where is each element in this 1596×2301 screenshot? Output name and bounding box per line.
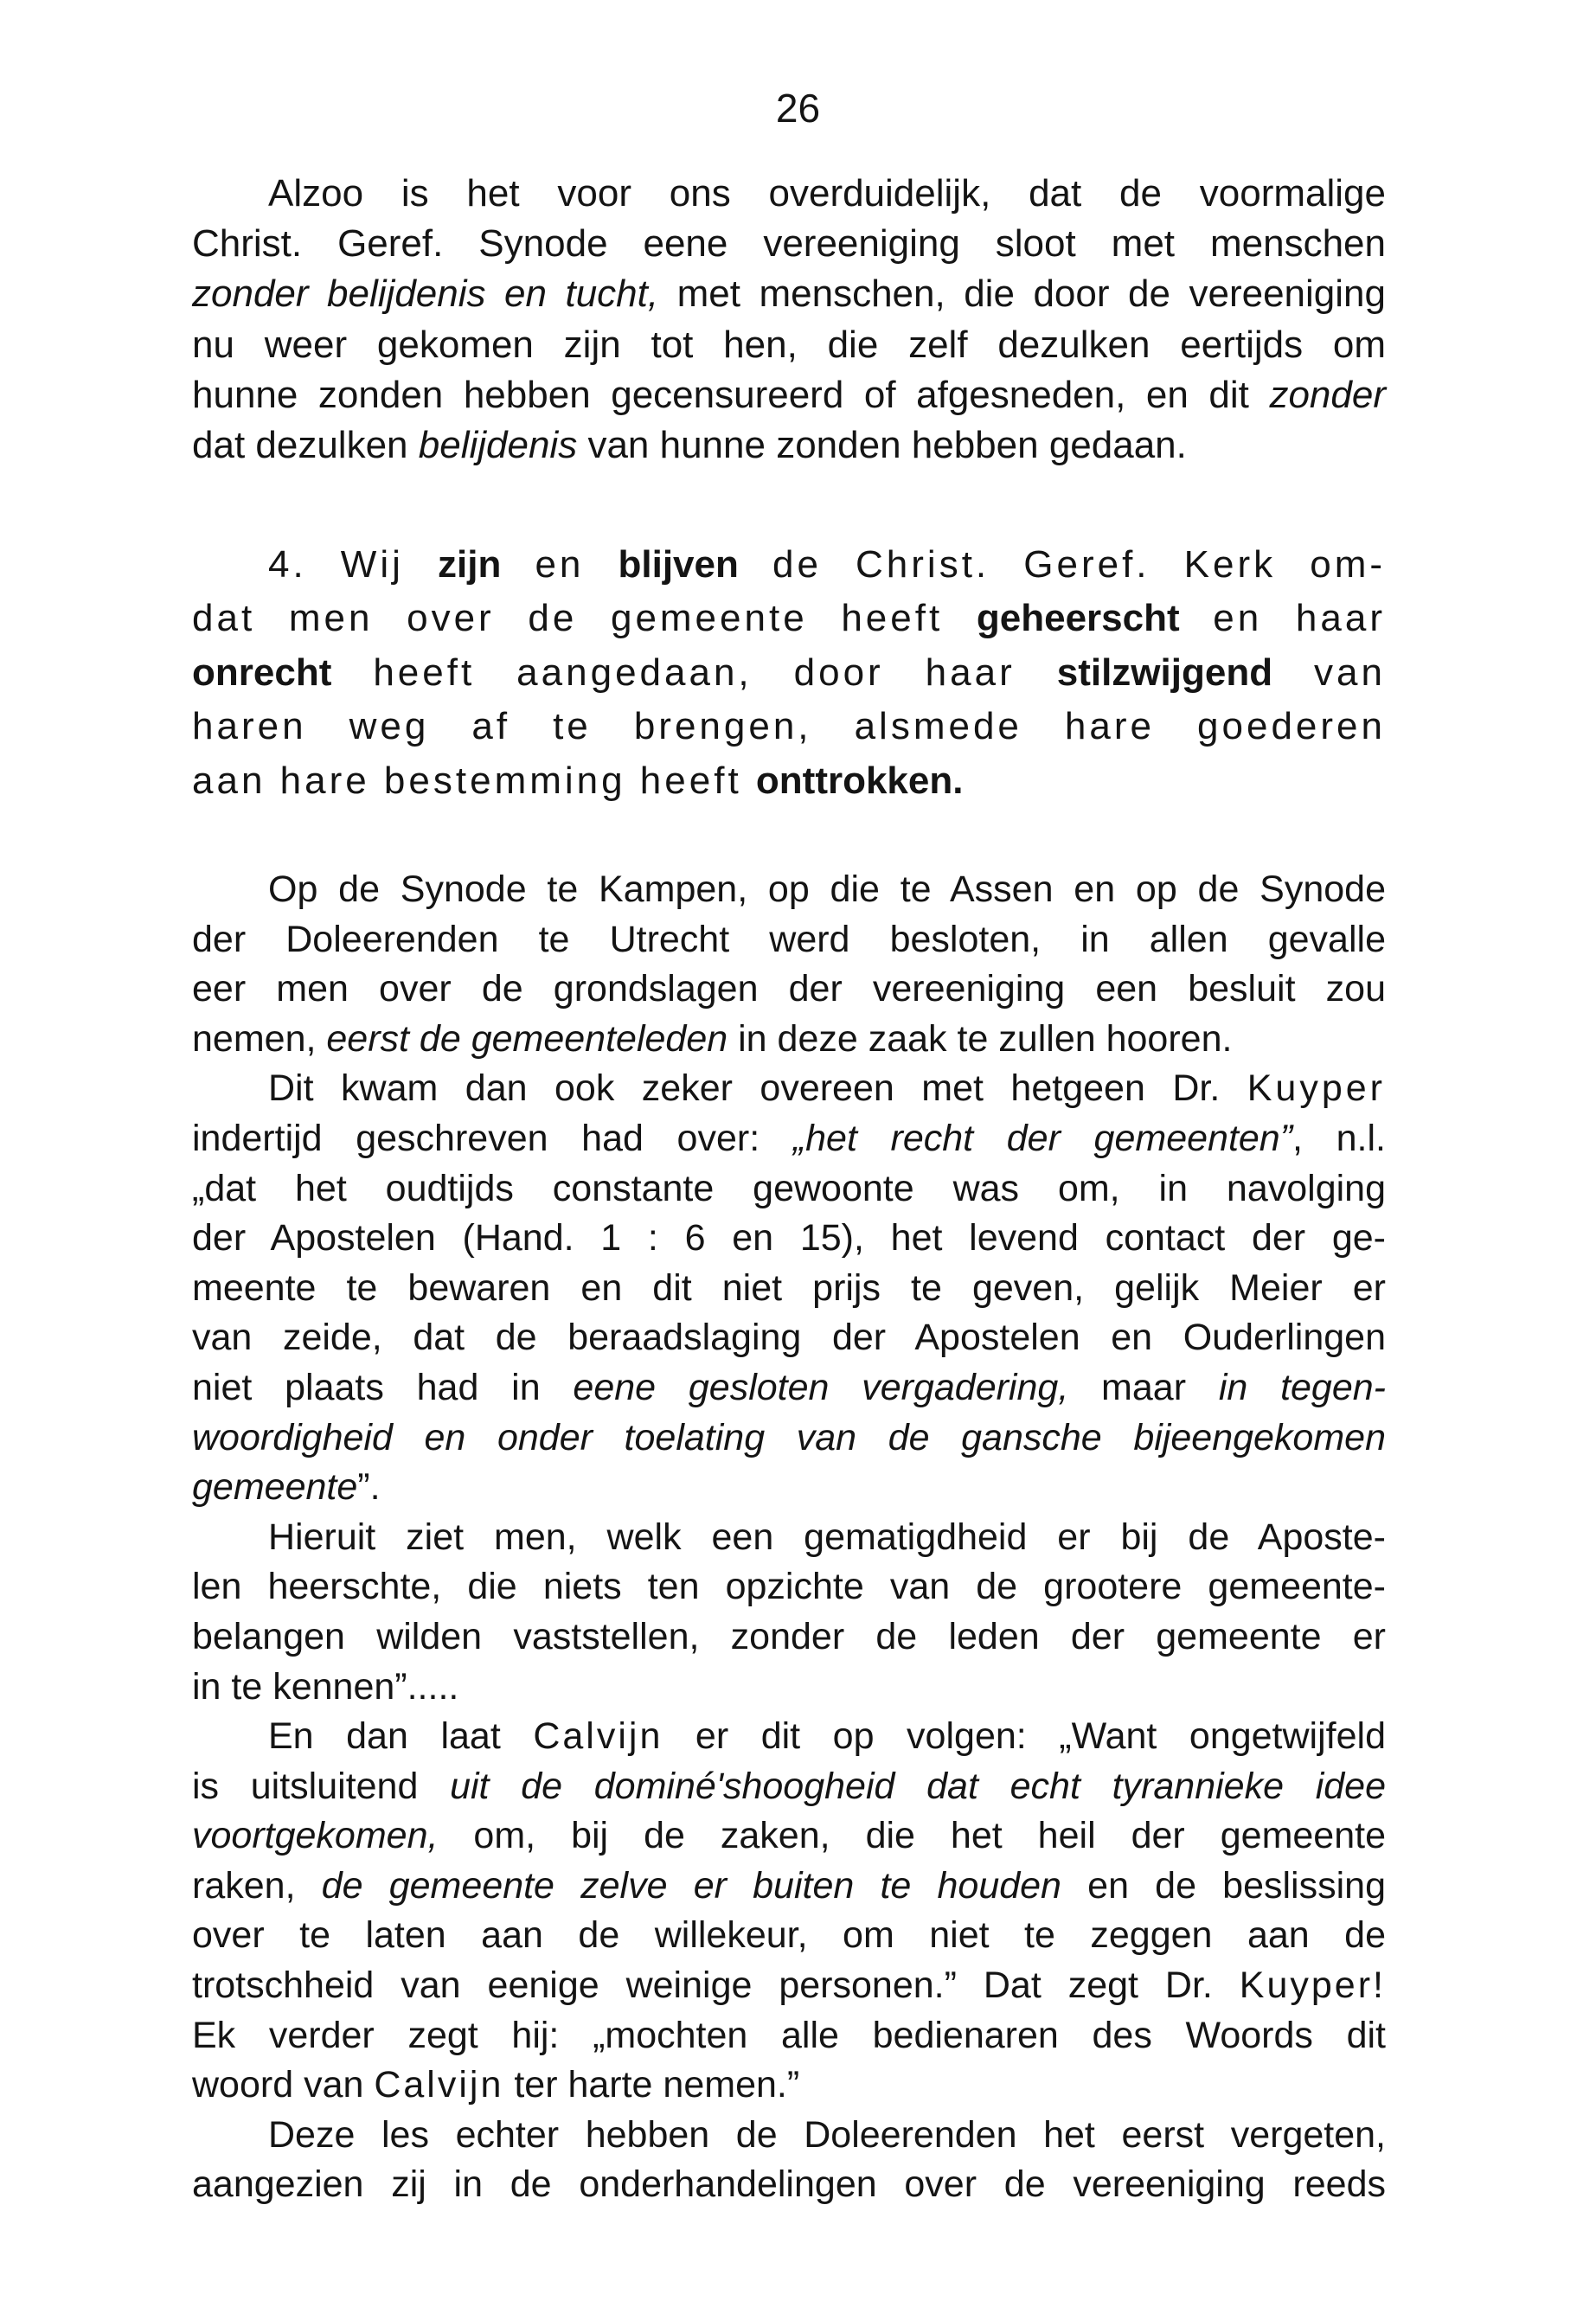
emphasis: uit de dominé'shoogheid dat echt tyrannieke idee — [450, 1765, 1386, 1807]
emphasis: eene gesloten vergadering, — [573, 1366, 1069, 1408]
text-span: En dan laat — [268, 1715, 534, 1758]
text-line: over te laten aan de willekeur, om niet te zeggen aan de — [192, 1914, 1386, 1957]
emphasis: gemeente — [192, 1466, 358, 1509]
bold-text: onttrokken. — [755, 759, 964, 802]
paragraph-1 — [192, 169, 1386, 471]
bold-text: geheerscht — [976, 597, 1180, 640]
text-line: Hieruit ziet men, welk een gematigdheid er bij de Aposte- — [268, 1516, 1386, 1558]
text-span: er dit op volgen: „Want ongetwijfeld — [663, 1715, 1386, 1758]
bold-text: stilzwijgend — [1056, 651, 1273, 694]
text-span: trotschheid van eenige weinige personen.” Dat zegt Dr. — [192, 1965, 1240, 2007]
spaced-name: Kuyper! — [1239, 1965, 1386, 2007]
text-span: hunne zonden hebben gecensureerd of afgesneden, en dit — [192, 373, 1270, 416]
emphasis: de gemeente zelve er buiten te houden — [321, 1864, 1061, 1907]
text-span: , n.l. — [1292, 1117, 1386, 1159]
text-line — [192, 592, 1386, 645]
text-span: en haar — [1179, 597, 1386, 640]
bold-text: zijn — [438, 543, 502, 586]
text-line — [192, 1862, 1386, 1912]
text-span: is uitsluitend — [192, 1765, 451, 1807]
text-span: heeft aangedaan, door haar — [331, 651, 1057, 694]
emphasis: woordigheid en onder toelating van de gansche bijeengekomen — [192, 1416, 1386, 1458]
text-span: om, bij de zaken, die het heil der gemeente — [438, 1815, 1386, 1857]
text-span: Dit kwam dan ook zeker overeen met hetgeen Dr. — [268, 1067, 1247, 1110]
text-line — [192, 1413, 1386, 1464]
text-line — [192, 1463, 1386, 1513]
text-line: belangen wilden vaststellen, zonder de leden der gemeente er — [192, 1615, 1386, 1657]
bold-text: blijven — [618, 543, 739, 586]
text-span: en — [501, 543, 619, 586]
paragraph-3 — [192, 865, 1386, 2210]
text-span: 4. Wij — [268, 543, 438, 586]
page-number: 26 — [775, 86, 821, 131]
spaced-name: Calvijn — [533, 1715, 663, 1758]
text-span: niet plaats had in — [192, 1366, 574, 1408]
text-line: van zeide, dat de beraadslaging der Apostelen en Ouderlingen — [192, 1317, 1386, 1359]
text-line — [192, 1762, 1386, 1812]
text-span: van hunne zonden hebben gedaan. — [577, 424, 1187, 467]
text-span: en de beslissing — [1061, 1864, 1386, 1907]
text-line: Op de Synode te Kampen, op die te Assen en op de Synode — [268, 868, 1386, 910]
text-line: Alzoo is het voor ons overduidelijk, dat de voormalige — [268, 172, 1386, 215]
text-line: meente te bewaren en dit niet prijs te geven, gelijk Meier er — [192, 1266, 1386, 1309]
text-line: der Doleerenden te Utrecht werd besloten, in allen gevalle — [192, 918, 1386, 960]
paragraph-2 — [192, 538, 1386, 808]
text-line: haren weg af te brengen, alsmede hare goederen — [192, 705, 1386, 748]
text-line — [192, 2061, 1386, 2111]
text-span: van — [1272, 651, 1386, 694]
text-line — [192, 1114, 1386, 1164]
text-line — [192, 1712, 1386, 1762]
text-span: maar — [1068, 1366, 1219, 1408]
spaced-name: Calvijn — [374, 2064, 504, 2106]
text-line — [192, 1811, 1386, 1862]
text-span: raken, — [192, 1864, 322, 1907]
emphasis: „het recht der gemeenten” — [792, 1117, 1293, 1159]
text-line — [192, 1363, 1386, 1413]
text-line — [192, 269, 1386, 319]
emphasis: voortgekomen, — [192, 1815, 439, 1857]
text-line: Deze les echter hebben de Doleerenden het eerst vergeten, — [268, 2113, 1386, 2156]
text-line: Christ. Geref. Synode eene vereeniging sloot met menschen — [192, 222, 1386, 266]
text-line — [192, 1064, 1386, 1114]
emphasis: belijdenis — [418, 424, 578, 467]
text-line — [192, 754, 1386, 808]
text-span: indertijd geschreven had over: — [192, 1117, 793, 1159]
text-line: eer men over de grondslagen der vereeniging een besluit zou — [192, 968, 1386, 1010]
text-line: len heerschte, die niets ten opzichte van de grootere gemeente- — [192, 1566, 1386, 1608]
text-span: met menschen, die door de vereeniging — [658, 272, 1386, 316]
text-span: dat men over de gemeente heeft — [192, 597, 977, 640]
text-line — [192, 370, 1386, 420]
text-span: in deze zaak te zullen hooren. — [727, 1017, 1233, 1060]
bold-text: onrecht — [192, 651, 332, 694]
text-span: woord van — [192, 2064, 375, 2106]
text-line — [192, 646, 1386, 700]
emphasis: zonder — [1269, 373, 1386, 416]
emphasis: in tegen- — [1218, 1366, 1386, 1408]
text-line — [192, 420, 1386, 471]
emphasis: zonder belijdenis en tucht, — [192, 272, 659, 316]
text-span: ter harte nemen.” — [503, 2064, 800, 2106]
spaced-name: Kuyper — [1247, 1067, 1386, 1110]
text-span: dat dezulken — [192, 424, 419, 467]
text-line: in te kennen”..... — [192, 1665, 459, 1708]
text-span: de Christ. Geref. Kerk om- — [738, 543, 1387, 586]
text-line: „dat het oudtijds constante gewoonte was om, in navolging — [192, 1167, 1386, 1209]
text-line: der Apostelen (Hand. 1 : 6 en 15), het levend contact der ge- — [192, 1217, 1386, 1259]
text-span: nemen, — [192, 1017, 327, 1060]
text-line — [192, 538, 1386, 592]
text-line: aangezien zij in de onderhandelingen over de vereeniging reeds — [192, 2163, 1386, 2206]
text-span: ”. — [357, 1466, 381, 1509]
text-line — [192, 1961, 1386, 2011]
text-span: aan hare bestemming heeft — [192, 759, 756, 802]
text-line: nu weer gekomen zijn tot hen, die zelf dezulken eertijds om — [192, 323, 1386, 366]
text-line — [192, 1015, 1386, 1065]
text-line: Ek verder zegt hij: „mochten alle bedienaren des Woords dit — [192, 2014, 1386, 2056]
emphasis: eerst de gemeenteleden — [326, 1017, 728, 1060]
